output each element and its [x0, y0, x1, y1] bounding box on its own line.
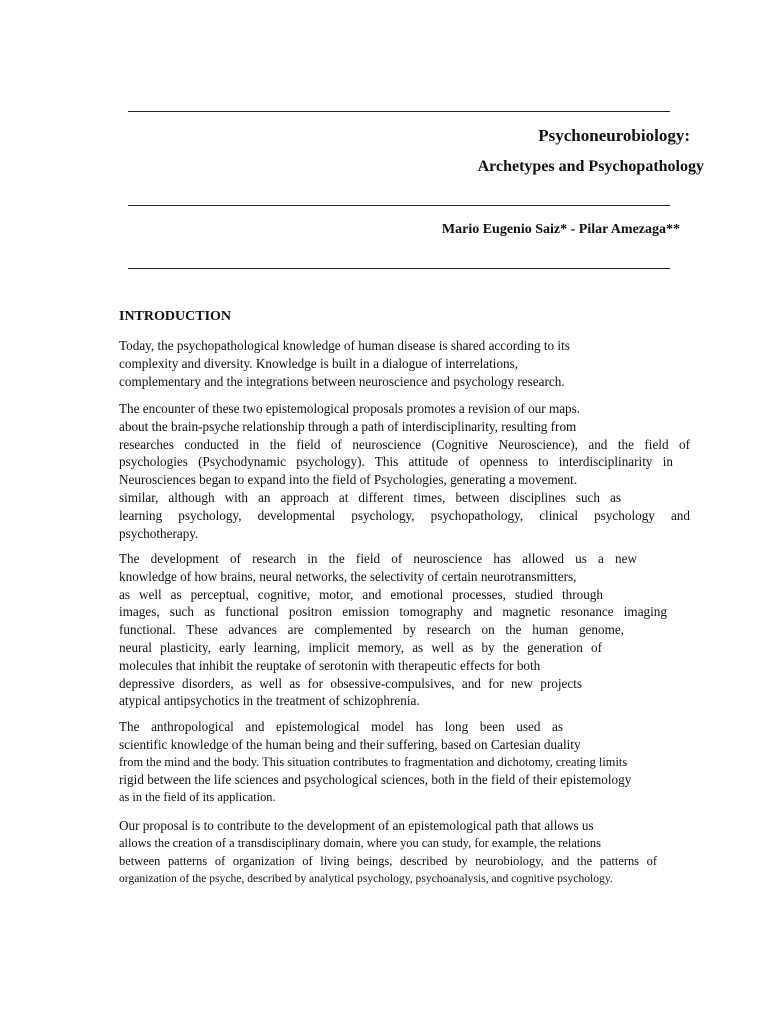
- paragraph-1: [119, 337, 690, 390]
- text-line: about the brain-psyche relationship through a path of interdisciplinarity, resulting from: [119, 418, 577, 434]
- text-line: psychotherapy.: [119, 525, 199, 541]
- paragraph-5: [119, 817, 690, 888]
- text-line: as in the field of its application.: [119, 790, 276, 805]
- text-line: psychologies (Psychodynamic psychology). This attitude of openness to interdisciplinarity in: [119, 454, 673, 470]
- text-line: Our proposal is to contribute to the development of an epistemological path that allows us: [119, 818, 594, 833]
- top-rule: [128, 111, 670, 112]
- text-line: organization of the psyche, described by analytical psychology, psychoanalysis, and cognitive psychology.: [119, 872, 613, 886]
- text-line: images, such as functional positron emission tomography and magnetic resonance imaging: [119, 604, 667, 620]
- paper-title: Psychoneurobiology:: [538, 126, 690, 145]
- paragraph-2: [119, 400, 690, 542]
- text-line: allows the creation of a transdisciplinary domain, where you can study, for example, the relations: [119, 835, 601, 850]
- title-rule: [128, 205, 670, 206]
- paper-subtitle: Archetypes and Psychopathology: [477, 158, 704, 175]
- text-line: The anthropological and epistemological model has long been used as: [119, 719, 563, 734]
- text-line: molecules that inhibit the reuptake of serotonin with therapeutic effects for both: [119, 657, 541, 673]
- text-line: as well as perceptual, cognitive, motor, and emotional processes, studied through: [119, 586, 603, 602]
- text-line: The development of research in the field of neuroscience has allowed us a new: [119, 551, 637, 566]
- text-line: knowledge of how brains, neural networks, the selectivity of certain neurotransmitters,: [119, 568, 577, 584]
- text-line: from the mind and the body. This situation contributes to fragmentation and dichotomy, creating limits: [119, 754, 628, 769]
- text-line: researches conducted in the field of neuroscience (Cognitive Neuroscience), and the field of: [119, 436, 690, 452]
- text-line: atypical antipsychotics in the treatment of schizophrenia.: [119, 693, 420, 709]
- text-line: similar, although with an approach at different times, between disciplines such as: [119, 489, 621, 505]
- paragraph-3: [119, 550, 690, 710]
- section-heading-introduction: INTRODUCTION: [119, 309, 232, 324]
- author-line: Mario Eugenio Saiz* - Pilar Amezaga**: [441, 222, 680, 237]
- author-rule: [128, 268, 670, 269]
- text-line: functional. These advances are complemented by research on the human genome,: [119, 622, 624, 638]
- text-line: scientific knowledge of the human being and their suffering, based on Cartesian duality: [119, 736, 581, 752]
- paragraph-4: [119, 718, 690, 807]
- text-line: depressive disorders, as well as for obsessive-compulsives, and for new projects: [119, 675, 582, 691]
- text-line: complementary and the integrations between neuroscience and psychology research.: [119, 373, 565, 389]
- text-line: neural plasticity, early learning, implicit memory, as well as by the generation of: [119, 639, 602, 655]
- text-line: between patterns of organization of living beings, described by neurobiology, and the patterns of: [119, 853, 657, 868]
- text-line: Today, the psychopathological knowledge of human disease is shared according to its: [119, 338, 570, 353]
- text-line: The encounter of these two epistemological proposals promotes a revision of our maps.: [119, 401, 581, 416]
- text-line: learning psychology, developmental psychology, psychopathology, clinical psychology and: [119, 507, 690, 523]
- text-line: rigid between the life sciences and psychological sciences, both in the field of their epistemology: [119, 772, 632, 788]
- text-line: Neurosciences began to expand into the field of Psychologies, generating a movement.: [119, 472, 578, 488]
- text-line: complexity and diversity. Knowledge is built in a dialogue of interrelations,: [119, 355, 519, 371]
